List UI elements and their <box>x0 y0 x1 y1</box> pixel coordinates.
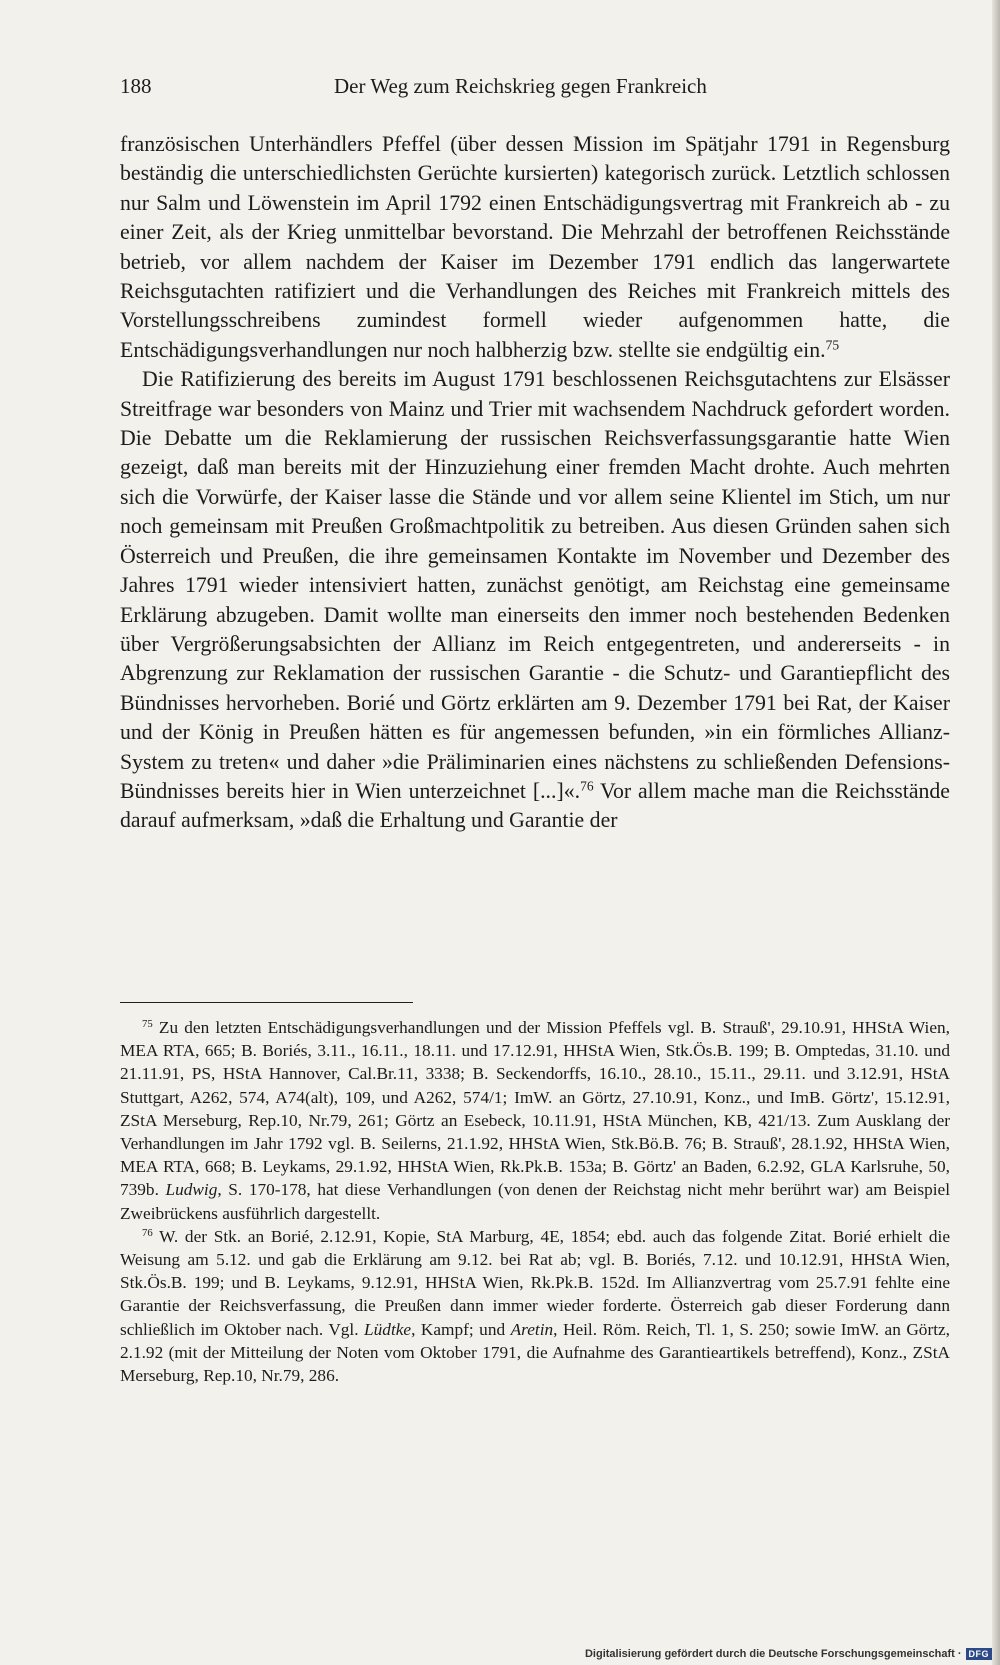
footnote-76-author-1: Lüdtke <box>364 1319 412 1339</box>
credit-text: Digitalisierung gefördert durch die Deutsche Forschungsgemeinschaft · <box>584 1648 962 1660</box>
paragraph-2 <box>120 365 950 836</box>
footnote-76-author-2: Aretin <box>510 1319 554 1339</box>
page-number: 188 <box>120 74 152 98</box>
paragraph-2-text-b: Vor allem mache man die Reichsstände darauf aufmerksam, »daß die Erhaltung und Garantie der <box>120 778 950 833</box>
footnote-76-text-c: , Heil. Röm. Reich, Tl. 1, S. 250; sowie ImW. an Görtz, 2.1.92 (mit der Mitteilung der Noten vom Oktober 1791, die Aufnahme des Garantieartikels betreffend), Konz., ZStA Merseburg, Rep.10, Nr.79, 286. <box>120 1319 950 1386</box>
footnote-76-text-b: , Kampf; und <box>411 1319 511 1339</box>
running-title: Der Weg zum Reichskrieg gegen Frankreich <box>334 74 707 98</box>
footnote-75 <box>120 1016 950 1225</box>
dfg-logo-icon: DFG <box>966 1648 993 1660</box>
digitization-credit <box>585 1648 992 1660</box>
footnote-ref-75[interactable]: 75 <box>825 337 840 353</box>
paragraph-1 <box>120 130 950 365</box>
main-text <box>120 130 950 836</box>
footnote-75-text-a: Zu den letzten Entschädigungsverhandlungen und der Mission Pfeffels vgl. B. Strauß', 29.10.91, HHStA Wien, MEA RTA, 665; B. Boriés, 3.11., 16.11., 18.11. und 17.12.91, HHStA Wien, Stk.Ös.B. 199; B. Omptedas, 31.10. und 21.11.91, PS, HStA Hannover, Cal.Br.11, 3338; B. Seckendorffs, 16.10., 28.10., 15.11., 29.11. und 3.12.91, HStA Stuttgart, A262, 574, A74(alt), 109, und A262, 574/1; ImW. an Görtz, 27.10.91, Konz., und ImB. Görtz', 15.12.91, ZStA Merseburg, Rep.10, Nr.79, 261; Görtz an Esebeck, 10.11.91, HStA München, KB, 421/13. Zum Ausklang der Verhandlungen im Jahr 1792 vgl. B. Seilerns, 21.1.92, HHStA Wien, Stk.Bö.B. 76; B. Strauß', 28.1.92, HHStA Wien, MEA RTA, 668; B. Leykams, 29.1.92, HHStA Wien, Rk.Pk.B. 153a; B. Görtz' an Baden, 6.2.92, GLA Karlsruhe, 50, 739b. <box>120 1018 950 1200</box>
footnote-divider <box>120 1002 413 1003</box>
footnote-75-author: Ludwig <box>165 1180 218 1200</box>
footnote-76 <box>120 1225 950 1387</box>
footnote-75-number: 75 <box>142 1018 153 1031</box>
footnote-ref-76[interactable]: 76 <box>580 778 594 794</box>
footnotes <box>120 1016 950 1387</box>
page-edge-shadow <box>992 0 1000 1665</box>
footnote-76-text-a: W. der Stk. an Borié, 2.12.91, Kopie, StA Marburg, 4E, 1854; ebd. auch das folgende Zitat. Borié erhielt die Weisung am 5.12. und gab die Erklärung am 9.12. bei Rat ab; vgl. B. Boriés, 7.12. und 10.12.91, HHStA Wien, Stk.Ös.B. 199; und B. Leykams, 9.12.91, HHStA Wien, Rk.Pk.B. 152d. Im Allianzvertrag vom 25.7.91 fehlte eine Garantie der Reichsverfassung, die Preußen dann immer wieder forderte. Österreich gab dieser Forderung dann schließlich im Oktober nach. Vgl. <box>120 1226 950 1339</box>
paragraph-1-text: französischen Unterhändlers Pfeffel (über dessen Mission im Spätjahr 1791 in Regensburg beständig die unterschiedlichsten Gerüchte kursierten) kategorisch zurück. Letztlich schlossen nur Salm und Löwenstein im April 1792 einen Entschädigungsvertrag mit Frankreich ab - zu einer Zeit, als der Krieg unmittelbar bevorstand. Die Mehrzahl der betroffenen Reichsstände betrieb, vor allem nachdem der Kaiser im Dezember 1791 endlich das langerwartete Reichsgutachten ratifiziert und die Verhandlungen des Reiches mit Frankreich mittels des Vorstellungsschreibens zumindest formell wieder aufgenommen hatte, die Entschädigungsverhandlungen nur noch halbherzig bzw. stellte sie endgültig ein. <box>120 132 950 362</box>
paragraph-2-text-a: Die Ratifizierung des bereits im August 1791 beschlossenen Reichsgutachtens zur Elsässer Streitfrage war besonders von Mainz und Trier mit wachsendem Nachdruck gefordert worden. Die Debatte um die Reklamierung der russischen Reichsverfassungsgarantie hatte Wien gezeigt, daß man bereits mit der Hinzuziehung einer fremden Macht drohte. Auch mehrten sich die Vorwürfe, der Kaiser lasse die Stände und vor allem seine Klientel im Stich, um nur noch gemeinsam mit Preußen Großmachtpolitik zu betreiben. Aus diesen Gründen sahen sich Österreich und Preußen, die ihre gemeinsamen Kontakte im November und Dezember des Jahres 1791 wieder intensiviert hatten, zunächst genötigt, am Reichstag eine gemeinsame Erklärung abzugeben. Damit wollte man einerseits den immer noch bestehenden Bedenken über Vergrößerungsabsichten der Allianz im Reich entgegentreten, und andererseits - in Abgrenzung zur Reklamation der russischen Garantie - die Schutz- und Garantiepflicht des Bündnisses hervorheben. Borié und Görtz erklärten am 9. Dezember 1791 bei Rat, der Kaiser und der König in Preußen hätten es für angemessen befunden, »in ein förmliches Allianz-System zu treten« und daher »die Präliminarien eines nächstens zu schließenden Defensions-Bündnisses bereits hier in Wien unterzeichnet [...]«. <box>120 367 950 803</box>
footnote-75-text-b: , S. 170-178, hat diese Verhandlungen (von denen der Reichstag nicht mehr berührt war) am Beispiel Zweibrückens ausführlich dargestellt. <box>120 1180 950 1223</box>
footnote-76-number: 76 <box>142 1226 153 1239</box>
